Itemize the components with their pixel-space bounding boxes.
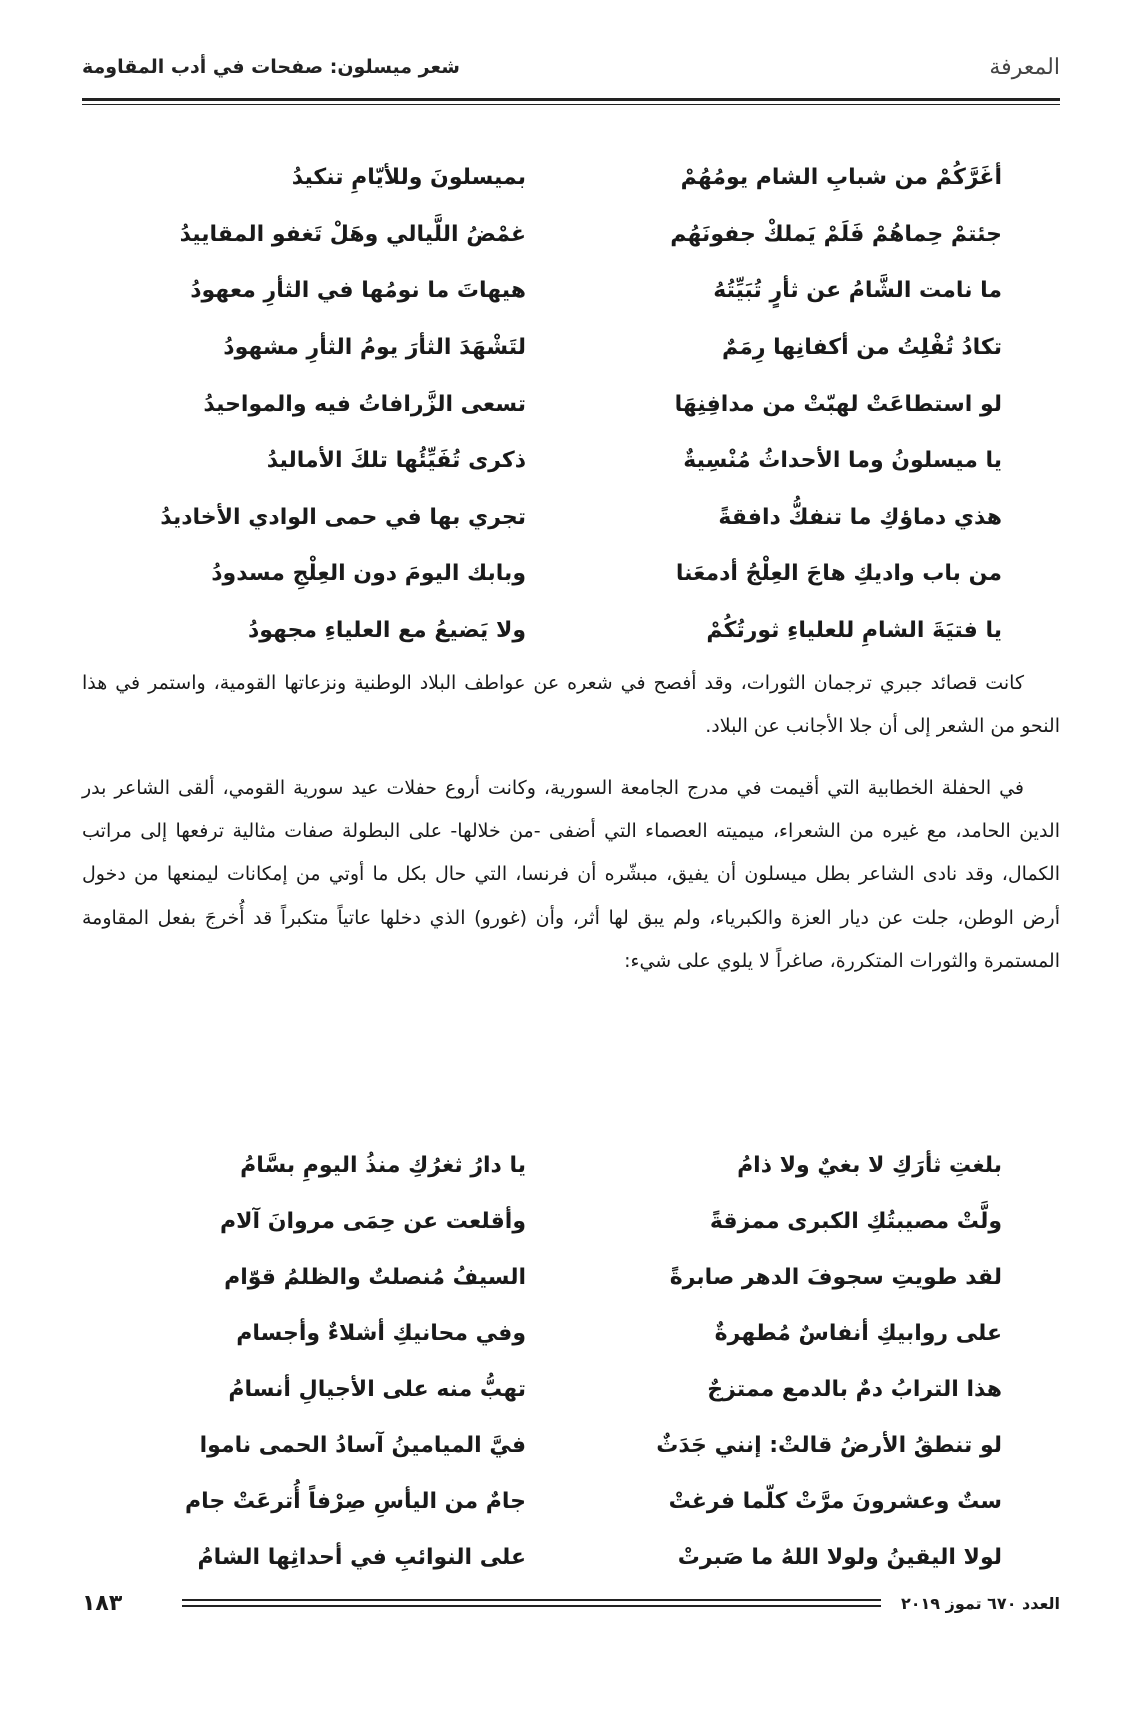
verse-right: ستٌ وعشرونَ مرَّتْ كلّما فرغتْ [668,1489,1002,1514]
verse-left: فيَّ الميامينُ آسادُ الحمى ناموا [199,1433,526,1458]
verse-left: وأقلعت عن حِمَى مروانَ آلام [220,1209,526,1234]
verse-right: لو تنطقُ الأرضُ قالتْ: إنني جَدَثٌ [656,1433,1002,1458]
paragraph-ceremony [82,767,1060,983]
verse-right: بلغتِ ثأرَكِ لا بغيٌ ولا ذامُ [737,1153,1002,1178]
verse-left: تهبُّ منه على الأجيالِ أنسامُ [228,1377,526,1402]
page-footer [82,1588,1060,1618]
issue-info: العدد ٦٧٠ تموز ٢٠١٩ [900,1593,1060,1613]
verse-left: وفي محانيكِ أشلاءٌ وأجسام [236,1321,526,1346]
verse-left: على النوائبِ في أحداثِها الشامُ [197,1545,526,1570]
page-header [82,42,1060,92]
verse-left: تسعى الزَّرافاتُ فيه والمواحيدُ [203,391,526,417]
verse-left: غمْضُ اللَّيالي وهَلْ تَغفو المقاييدُ [179,221,526,247]
verse-right: على روابيكِ أنفاسٌ مُطهرةٌ [714,1321,1002,1346]
paragraph-intro [82,662,1060,748]
verse-left: هيهاتَ ما نومُها في الثأرِ معهودُ [190,278,526,304]
verse-left: جامٌ من اليأسِ صِرْفاً أُترعَتْ جام [184,1489,526,1514]
verse-right: لو استطاعَتْ لهبّتْ من مدافِنِهَا [674,391,1002,417]
verse-right: لولا اليقينُ ولولا اللهُ ما صَبرتْ [677,1545,1002,1570]
verse-right: ما نامت الشَّامُ عن ثأرٍ تُبَيِّتُهُ [713,278,1002,304]
header-rule-thick [82,98,1060,101]
verse-right: من باب واديكِ هاجَ العِلْجُ أدمعَنا [675,561,1002,587]
verse-left: يا دارُ ثغرُكِ منذُ اليومِ بسَّامُ [240,1153,526,1178]
verse-left: ولا يَضيعُ مع العلياءِ مجهودُ [247,618,526,644]
verse-right: يا ميسلونُ وما الأحداثُ مُنْسِيةٌ [683,448,1002,474]
verse-right: تكادُ تُفْلِتُ من أكفانِها رِمَمٌ [721,335,1002,361]
paragraph-text: في الحفلة الخطابية التي أقيمت في مدرج الجامعة السورية، وكانت أروع حفلات عيد سورية القومي، ألقى الشاعر بدر الدين الحامد، مع غيره من الشعراء، ميميته العصماء التي أضفى -من خلالها- على البطولة صفات مثالية ترفعها إلى مراتب الكمال، وقد نادى الشاعر بطل ميسلون أن يفيق، مبشّره أن فرنسا، التي حال بكل ما أوتي من إمكانات ليمنعها من دخول أرض الوطن، جلت عن ديار العزة والكبرياء، ولم يبق لها أثر، وأن (غورو) الذي دخلها عاتياً متكبراً قد أُخرجَ بفعل المقاومة المستمرة والثورات المتكررة، صاغراً لا يلوي على شيء: [82,777,1060,972]
verse-left: السيفُ مُنصلتٌ والظلمُ قوّام [224,1265,526,1290]
header-rule-thin [82,104,1060,105]
verse-left: لتَشْهَدَ الثأرَ يومُ الثأرِ مشهودُ [223,335,526,361]
verse-right: ولَّتْ مصيبتُكِ الكبرى ممزقةً [709,1209,1002,1234]
poem-second [140,1138,1002,1586]
verse-left: ذكرى تُفَيِّئُها تلكَ الأماليدُ [266,448,526,474]
page-number: ١٨٣ [82,1590,123,1616]
verse-right: جئتمْ حِماهُمْ فَلَمْ يَملكْ جفونَهُم [670,221,1002,247]
verse-left: وبابك اليومَ دون العِلْجِ مسدودُ [211,561,526,587]
footer-rules [182,1599,881,1607]
paragraph-text: كانت قصائد جبري ترجمان الثورات، وقد أفصح في شعره عن عواطف البلاد الوطنية ونزعاتها القومية، واستمر في هذا النحو من الشعر إلى أن جلا الأجانب عن البلاد. [82,672,1060,738]
verse-right: أغَرَّكُمْ من شبابِ الشام يومُهُمْ [680,165,1002,191]
verse-left: تجري بها في حمى الوادي الأخاديدُ [160,504,526,530]
footer-rule-thin [182,1599,881,1601]
poem-first [140,150,1002,659]
verse-right: يا فتيَةَ الشامِ للعلياءِ ثورتُكُمْ [706,618,1002,644]
running-title: شعر ميسلون: صفحات في أدب المقاومة [82,56,460,78]
verse-left: بميسلونَ وللأيّامِ تنكيدُ [291,165,526,191]
verse-right: لقد طويتِ سجوفَ الدهر صابرةً [669,1265,1002,1290]
footer-rule-thick [182,1605,881,1607]
verse-right: هذا الترابُ دمٌ بالدمع ممتزجٌ [707,1377,1002,1402]
verse-right: هذي دماؤكِ ما تنفكُّ دافقةً [718,504,1002,530]
magazine-logo: المعرفة [989,54,1060,80]
